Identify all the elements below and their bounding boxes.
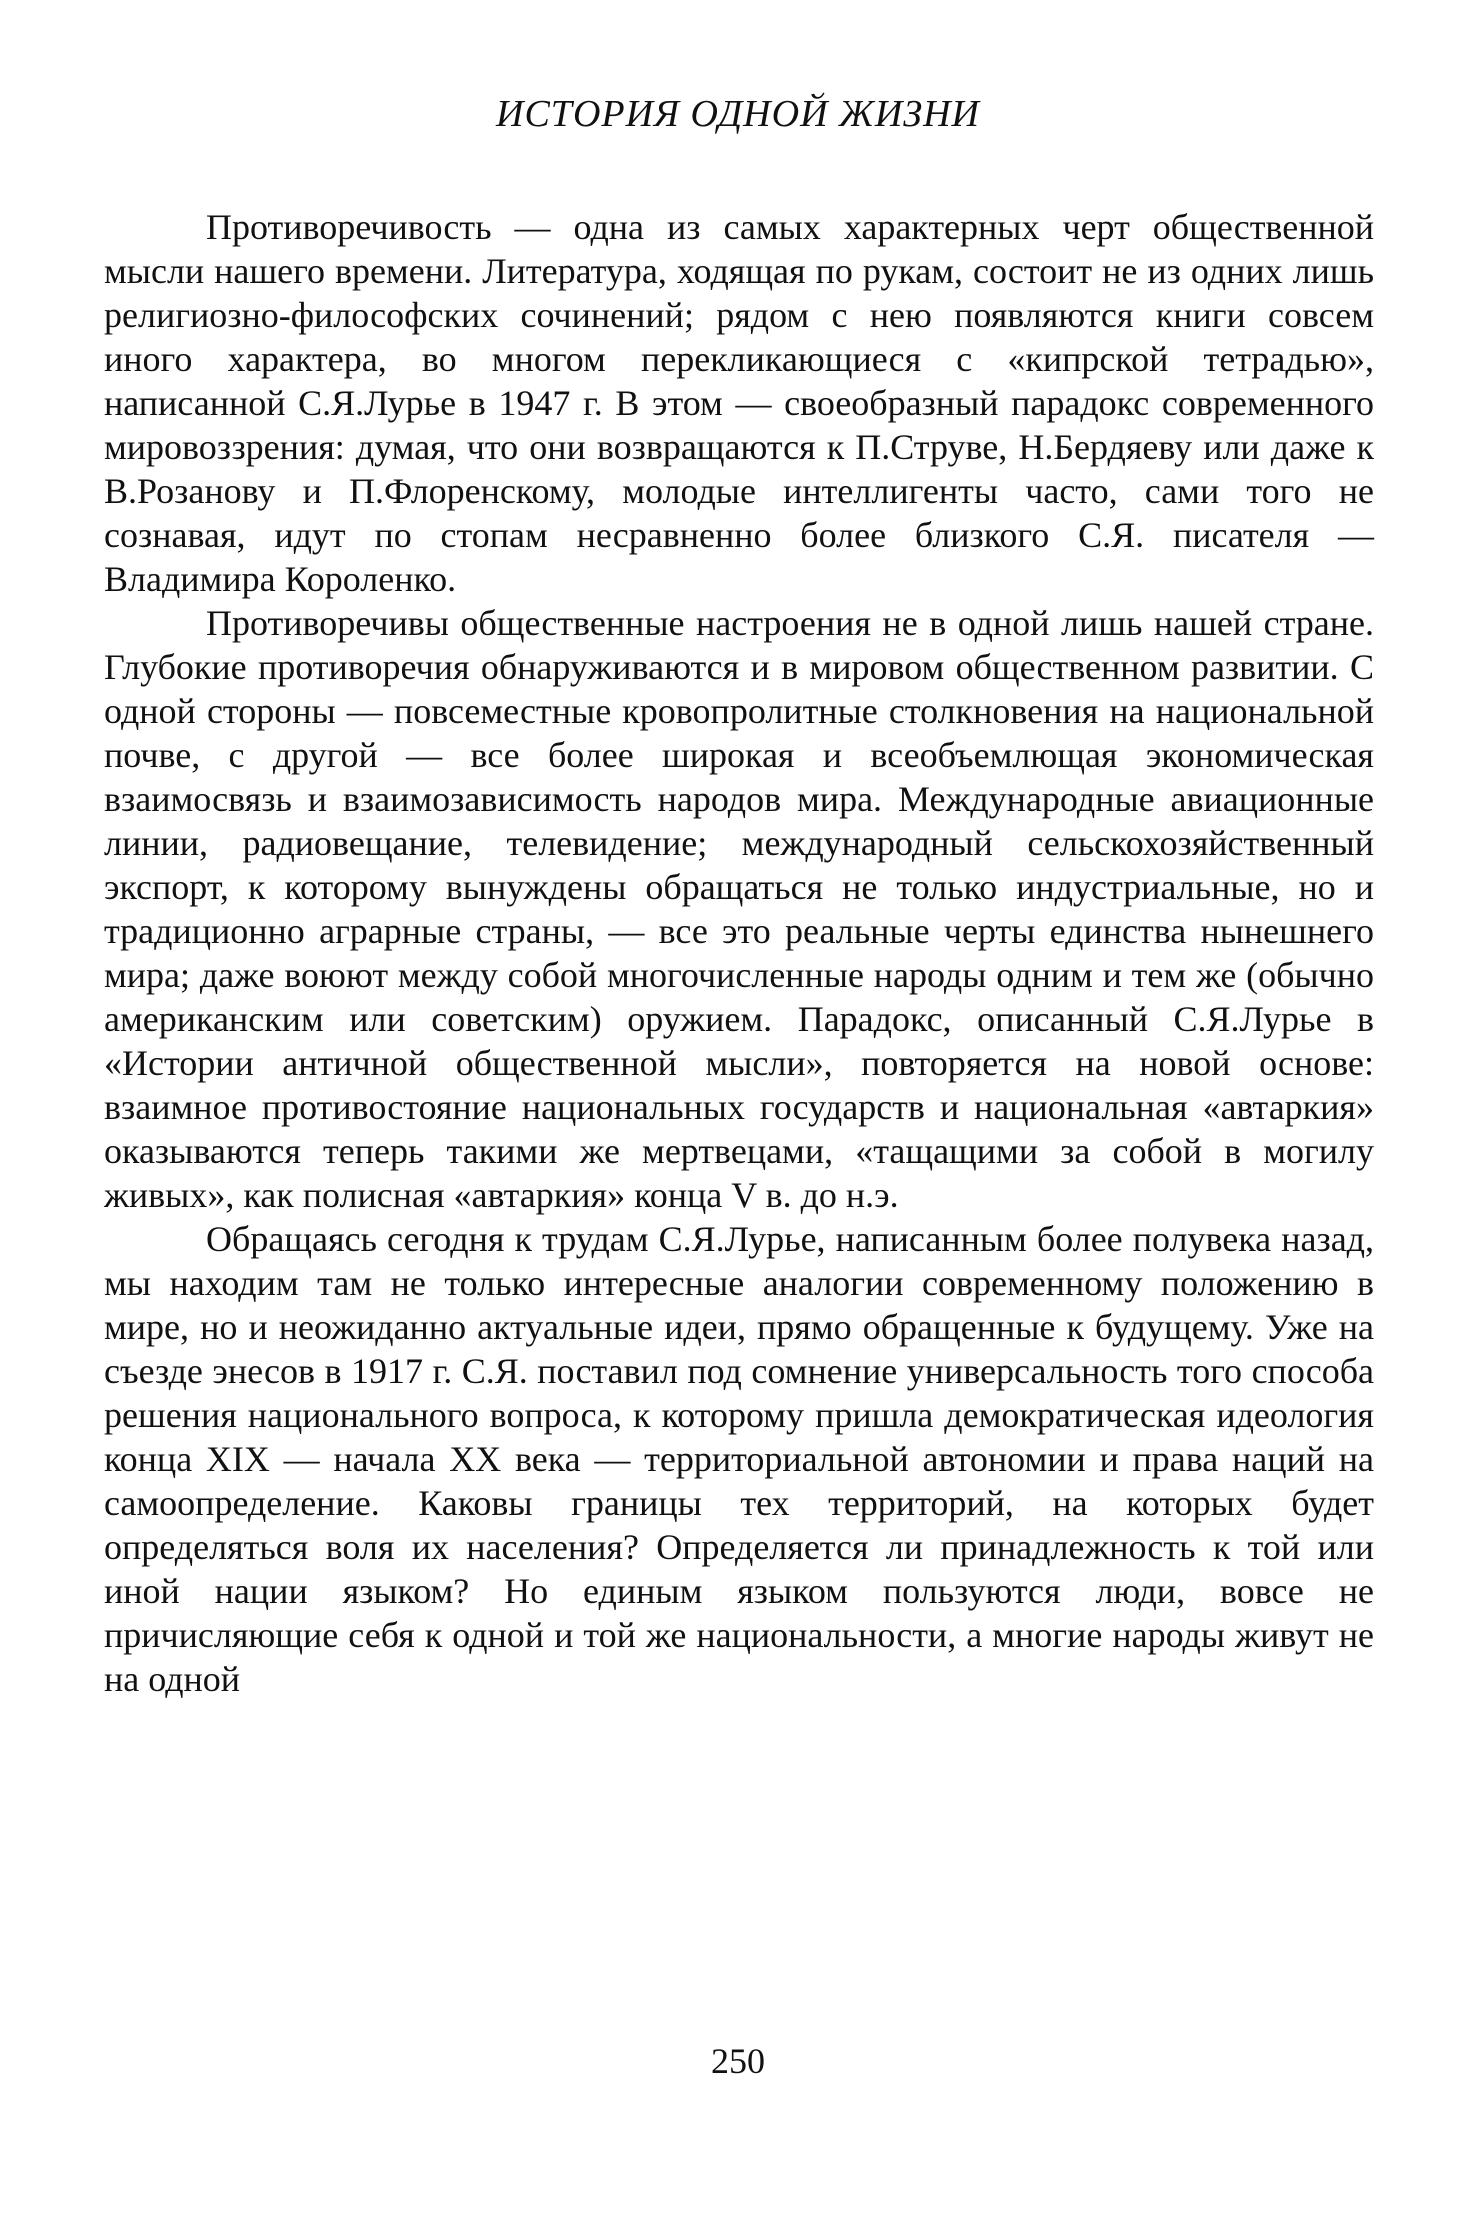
- main-text: [104, 205, 1374, 1701]
- paragraph-1: Противоречивость — одна из самых характерных черт общественной мысли нашего времени. Литература, ходящая по рукам, состоит не из одних лишь религиозно-философских сочинений; рядом с нею появляются книги совсем иного характера, во многом перекликающиеся с «кипрской тетрадью», написанной С.Я.Лурье в 1947 г. В этом — своеобразный парадокс современного мировоззрения: думая, что они возвращаются к П.Струве, Н.Бердяеву или даже к В.Розанову и П.Флоренскому, молодые интеллигенты часто, сами того не сознавая, идут по стопам несравненно более близкого С.Я. писателя — Владимира Короленко.: [104, 207, 1374, 599]
- paragraph-3: Обращаясь сегодня к трудам С.Я.Лурье, написанным более полувека назад, мы находим там не только интересные аналогии современному положению в мире, но и неожиданно актуальные идеи, прямо обращенные к будущему. Уже на съезде энесов в 1917 г. С.Я. поставил под сомнение универсальность того способа решения национального вопроса, к которому пришла демократическая идеология конца XIX — начала XX века — территориальной автономии и права наций на самоопределение. Каковы границы тех территорий, на которых будет определяться воля их населения? Определяется ли принадлежность к той или иной нации языком? Но единым языком пользуются люди, вовсе не причисляющие себя к одной и той же национальности, а многие народы живут не на одной: [104, 1219, 1374, 1699]
- paragraph-2: Противоречивы общественные настроения не в одной лишь нашей стране. Глубокие противоречия обнаруживаются и в мировом общественном развитии. С одной стороны — повсеместные кровопролитные столкновения на национальной почве, с другой — все более широкая и всеобъемлющая экономическая взаимосвязь и взаимозависимость народов мира. Международные авиационные линии, радиовещание, телевидение; международный сельскохозяйственный экспорт, к которому вынуждены обращаться не только индустриальные, но и традиционно аграрные страны, — все это реальные черты единства нынешнего мира; даже воюют между собой многочисленные народы одним и тем же (обычно американским или советским) оружием. Парадокс, описанный С.Я.Лурье в «Истории античной общественной мысли», повторяется на новой основе: взаимное противостояние национальных государств и национальная «автаркия» оказываются теперь такими же мертвецами, «тащащими за собой в могилу живых», как полисная «автаркия» конца V в. до н.э.: [104, 603, 1374, 1215]
- running-title: ИСТОРИЯ ОДНОЙ ЖИЗНИ: [496, 93, 980, 135]
- page-number: 250: [711, 2041, 765, 2081]
